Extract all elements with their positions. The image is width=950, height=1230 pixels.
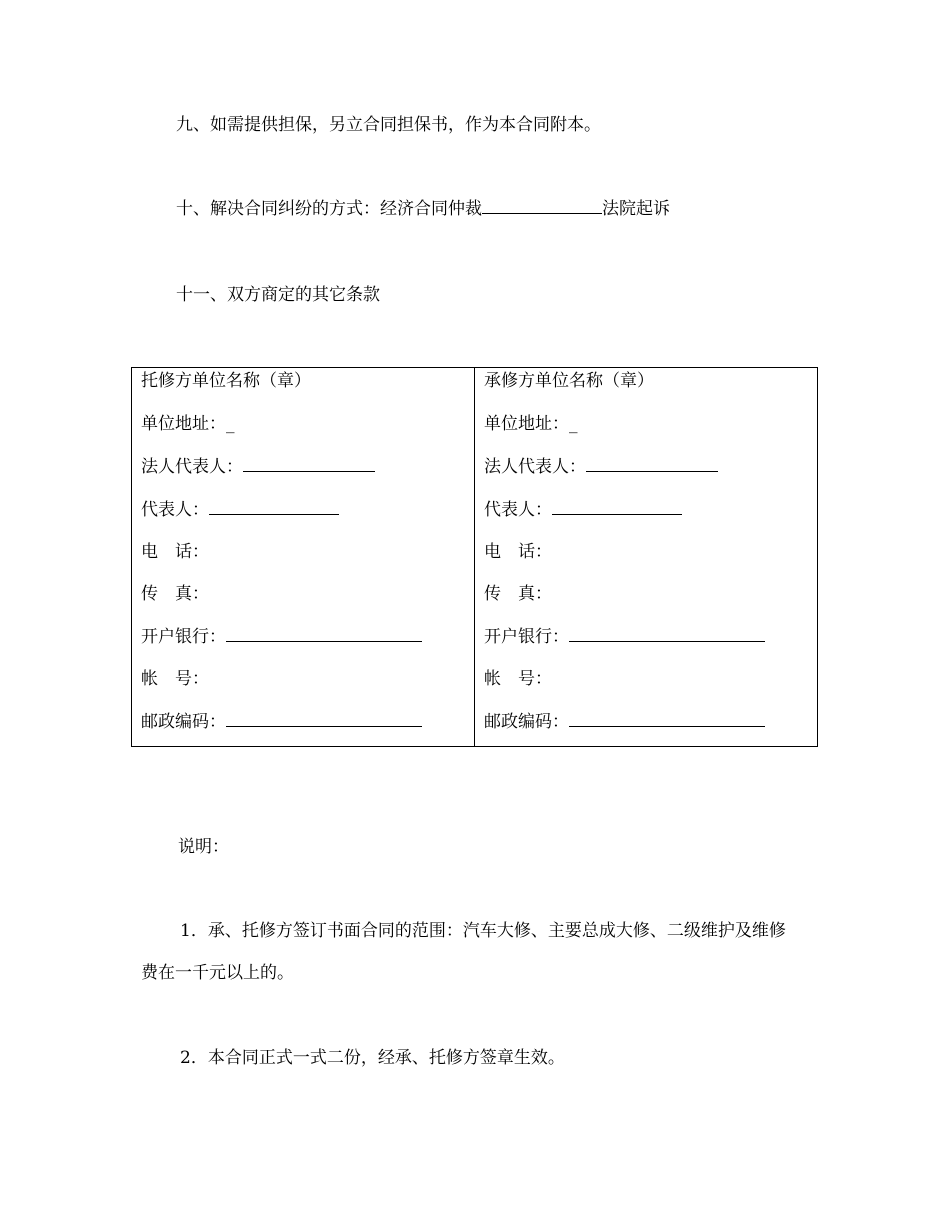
client-account: 帐 号：: [141, 669, 209, 689]
repairer-postcode-label: 邮政编码：: [484, 712, 569, 732]
repairer-phone: 电 话：: [484, 542, 552, 562]
client-legal-rep-label: 法人代表人：: [141, 457, 243, 477]
client-party-column: [132, 368, 475, 746]
repairer-rep: [484, 498, 682, 522]
client-bank: [141, 625, 422, 649]
repairer-unit-name: 承修方单位名称（章）: [484, 371, 654, 391]
notes-heading: 说明：: [178, 837, 229, 857]
client-rep: [141, 498, 339, 522]
client-rep-blank[interactable]: [209, 498, 339, 515]
client-postcode-label: 邮政编码：: [141, 712, 226, 732]
arbitration-blank[interactable]: [482, 197, 602, 214]
client-postcode-blank[interactable]: [226, 710, 422, 727]
client-bank-blank[interactable]: [226, 625, 422, 642]
client-rep-label: 代表人：: [141, 500, 209, 520]
repairer-postcode-blank[interactable]: [569, 710, 765, 727]
client-phone: 电 话：: [141, 542, 209, 562]
note-one-line2: 费在一千元以上的。: [141, 963, 294, 983]
clause-ten: [176, 197, 670, 221]
client-postcode: [141, 710, 422, 734]
repairer-rep-blank[interactable]: [552, 498, 682, 515]
client-unit-name: 托修方单位名称（章）: [141, 371, 311, 391]
repairer-legal-rep: [484, 455, 718, 479]
signature-table: [131, 367, 818, 747]
repairer-bank-label: 开户银行：: [484, 627, 569, 647]
client-bank-label: 开户银行：: [141, 627, 226, 647]
client-legal-rep-blank[interactable]: [243, 455, 375, 472]
note-two: 2．本合同正式一式二份，经承、托修方签章生效。: [180, 1048, 565, 1068]
repairer-fax: 传 真：: [484, 584, 552, 604]
repairer-legal-rep-label: 法人代表人：: [484, 457, 586, 477]
repairer-account: 帐 号：: [484, 669, 552, 689]
client-legal-rep: [141, 455, 375, 479]
repairer-bank: [484, 625, 765, 649]
repairer-address: 单位地址：_: [484, 414, 578, 434]
repairer-legal-rep-blank[interactable]: [586, 455, 718, 472]
clause-nine: 九、如需提供担保，另立合同担保书，作为本合同附本。: [176, 115, 601, 135]
clause-eleven: 十一、双方商定的其它条款: [176, 285, 380, 305]
client-address: 单位地址：_: [141, 414, 235, 434]
repairer-party-column: [475, 368, 819, 746]
clause-ten-suffix: 法院起诉: [602, 199, 670, 219]
repairer-bank-blank[interactable]: [569, 625, 765, 642]
note-one-line1: 1．承、托修方签订书面合同的范围：汽车大修、主要总成大修、二级维护及维修: [180, 921, 786, 941]
repairer-postcode: [484, 710, 765, 734]
client-fax: 传 真：: [141, 584, 209, 604]
clause-ten-text: 十、解决合同纠纷的方式：经济合同仲裁: [176, 199, 482, 219]
repairer-rep-label: 代表人：: [484, 500, 552, 520]
